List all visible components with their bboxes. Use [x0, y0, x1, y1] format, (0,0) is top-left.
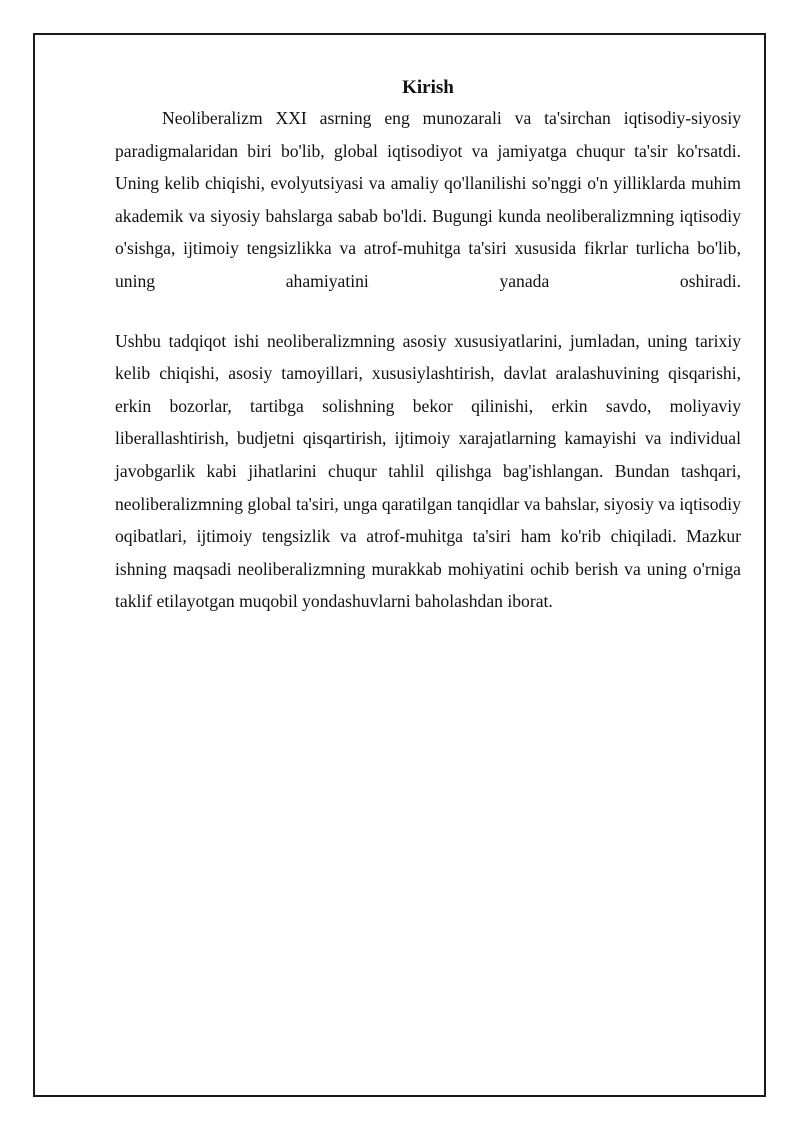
document-body [115, 76, 741, 618]
paragraph-spacer [115, 298, 741, 325]
section-title: Kirish [402, 77, 454, 98]
intro-paragraph: Neoliberalizm XXI asrning eng munozarali va ta'sirchan iqtisodiy-siyosiy paradigmalaridan biri bo'lib, global iqtisodiyot va jamiyatga chuqur ta'sir ko'rsatdi. Uning kelib chiqishi, evolyutsiyasi va amaliy qo'llanilishi so'nggi o'n yilliklarda muhim akademik va siyosiy bahslarga sabab bo'ldi. Bugungi kunda neoliberalizmning iqtisodiy o'sishga, ijtimoiy tengsizlikka va atrof-muhitga ta'siri xususida fikrlar turlicha bo'lib, uning ahamiyatini yanada oshiradi. [115, 108, 741, 291]
research-paragraph: Ushbu tadqiqot ishi neoliberalizmning asosiy xususiyatlarini, jumladan, uning tarixiy kelib chiqishi, asosiy tamoyillari, xususiylashtirish, davlat aralashuvining qisqarishi, erkin bozorlar, tartibga solishning bekor qilinishi, erkin savdo, moliyaviy liberallashtirish, budjetni qisqartirish, ijtimoiy xarajatlarning kamayishi va individual javobgarlik kabi jihatlarini chuqur tahlil qilishga bag'ishlangan. Bundan tashqari, neoliberalizmning global ta'siri, unga qaratilgan tanqidlar va bahslar, siyosiy va iqtisodiy oqibatlari, ijtimoiy tengsizlik va atrof-muhitga ta'siri ham ko'rib chiqiladi. Mazkur ishning maqsadi neoliberalizmning murakkab mohiyatini ochib berish va uning o'rniga taklif etilayotgan muqobil yondashuvlarni baholashdan iborat. [115, 330, 741, 612]
